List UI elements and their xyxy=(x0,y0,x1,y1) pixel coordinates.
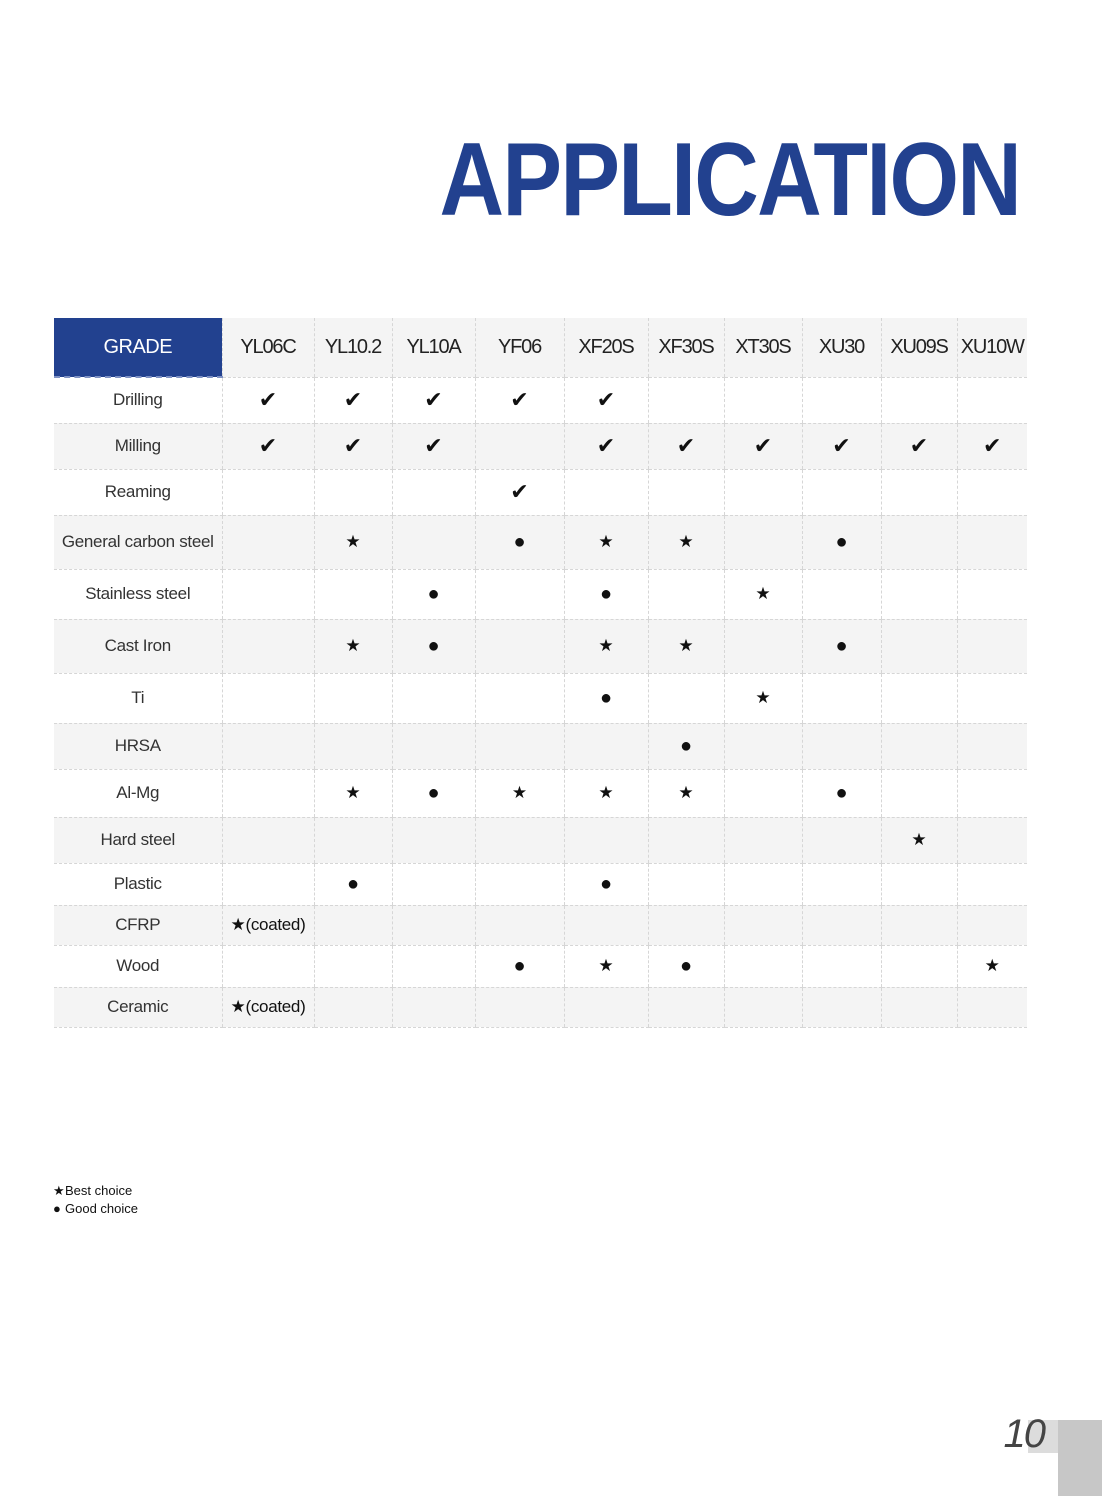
table-row xyxy=(54,905,1027,945)
star-icon: ★ xyxy=(598,783,614,802)
row-label: Reaming xyxy=(54,469,222,515)
legend-best xyxy=(53,1182,138,1200)
table-cell xyxy=(314,723,392,769)
table-cell xyxy=(564,569,648,619)
table-cell xyxy=(314,469,392,515)
table-cell xyxy=(648,945,724,987)
table-cell xyxy=(222,863,314,905)
grade-column-header: YF06 xyxy=(475,318,564,377)
check-icon: ✔ xyxy=(596,387,616,412)
table-cell xyxy=(475,905,564,945)
table-cell xyxy=(724,569,802,619)
grade-column-header: XU10W xyxy=(957,318,1027,377)
table-cell xyxy=(475,515,564,569)
table-cell xyxy=(222,619,314,673)
table-cell xyxy=(475,987,564,1027)
table-cell xyxy=(802,723,881,769)
page-title: APPLICATION xyxy=(439,122,1020,238)
table-cell xyxy=(957,673,1027,723)
dot-icon: ● xyxy=(679,954,693,977)
star-icon: ★ xyxy=(984,956,1000,975)
table-cell xyxy=(392,673,475,723)
table-cell xyxy=(564,945,648,987)
grade-column-header: XF20S xyxy=(564,318,648,377)
table-cell xyxy=(802,905,881,945)
table-row xyxy=(54,817,1027,863)
grade-column-header: XT30S xyxy=(724,318,802,377)
check-icon: ✔ xyxy=(343,433,363,458)
table-cell xyxy=(222,423,314,469)
check-icon: ✔ xyxy=(258,387,278,412)
table-cell xyxy=(957,817,1027,863)
table-row xyxy=(54,769,1027,817)
dot-icon: ● xyxy=(427,582,440,605)
dot-icon: ● xyxy=(835,634,848,657)
table-cell xyxy=(222,569,314,619)
star-icon: ★ xyxy=(755,688,771,707)
table-cell xyxy=(724,863,802,905)
grade-column-header: YL10A xyxy=(392,318,475,377)
table-cell xyxy=(881,817,957,863)
table-cell xyxy=(957,987,1027,1027)
grade-column-header: YL06C xyxy=(222,318,314,377)
dot-icon: ● xyxy=(513,954,526,977)
table-cell xyxy=(564,863,648,905)
dot-icon: ● xyxy=(599,872,613,895)
table-cell xyxy=(564,817,648,863)
table-cell xyxy=(802,769,881,817)
table-cell xyxy=(314,987,392,1027)
legend-good-label: Good choice xyxy=(65,1201,138,1216)
table-cell xyxy=(392,987,475,1027)
dot-icon: ● xyxy=(679,734,693,757)
row-label: Stainless steel xyxy=(54,569,222,619)
table-cell xyxy=(881,469,957,515)
dot-icon: ● xyxy=(427,634,440,657)
table-row xyxy=(54,723,1027,769)
table-cell xyxy=(475,619,564,673)
grade-column-header: XU09S xyxy=(881,318,957,377)
table-cell xyxy=(724,377,802,423)
star-icon: ★ xyxy=(598,532,614,551)
table-cell xyxy=(802,987,881,1027)
check-icon: ✔ xyxy=(596,433,616,458)
table-cell xyxy=(724,423,802,469)
table-row xyxy=(54,377,1027,423)
table-cell xyxy=(957,945,1027,987)
table-cell xyxy=(564,769,648,817)
table-cell xyxy=(564,515,648,569)
star-icon: ★ xyxy=(53,1183,65,1198)
table-cell xyxy=(392,469,475,515)
table-cell xyxy=(475,377,564,423)
page-number: 10 xyxy=(1003,1412,1044,1456)
table-body xyxy=(54,377,1027,1027)
table-cell xyxy=(564,905,648,945)
row-label: Wood xyxy=(54,945,222,987)
star-icon: ★ xyxy=(345,532,361,551)
dot-icon: ● xyxy=(835,530,848,553)
table-cell xyxy=(802,569,881,619)
check-icon: ✔ xyxy=(510,479,529,504)
table-cell xyxy=(648,769,724,817)
table-cell xyxy=(957,377,1027,423)
table-cell xyxy=(222,377,314,423)
dot-icon: ● xyxy=(53,1201,61,1216)
table-cell xyxy=(314,817,392,863)
star-icon: ★ xyxy=(598,956,614,975)
grade-column-header: YL10.2 xyxy=(314,318,392,377)
star-icon: ★ xyxy=(598,636,614,655)
table-cell xyxy=(802,863,881,905)
table-cell xyxy=(724,619,802,673)
star-icon: ★ xyxy=(511,783,528,802)
star-icon: ★ xyxy=(755,584,771,603)
table-cell xyxy=(475,469,564,515)
application-table xyxy=(54,318,1027,1028)
dot-icon: ● xyxy=(427,781,440,804)
table-cell xyxy=(475,817,564,863)
table-cell xyxy=(314,905,392,945)
table-cell xyxy=(724,769,802,817)
table-cell xyxy=(222,987,314,1027)
table-cell xyxy=(475,423,564,469)
table-cell xyxy=(392,723,475,769)
table-cell xyxy=(564,377,648,423)
check-icon: ✔ xyxy=(983,433,1002,458)
table-cell xyxy=(881,905,957,945)
table-cell xyxy=(222,945,314,987)
table-cell xyxy=(392,945,475,987)
star-icon: ★ xyxy=(678,636,694,655)
table-cell xyxy=(222,817,314,863)
table-row xyxy=(54,423,1027,469)
table-cell xyxy=(802,673,881,723)
table-cell xyxy=(881,673,957,723)
table-cell xyxy=(881,515,957,569)
table-cell xyxy=(392,423,475,469)
check-icon: ✔ xyxy=(424,387,443,412)
check-icon: ✔ xyxy=(909,433,929,458)
dot-icon: ● xyxy=(513,530,526,553)
legend-good xyxy=(53,1200,138,1218)
table-cell xyxy=(802,469,881,515)
table-cell xyxy=(881,769,957,817)
table-cell xyxy=(475,569,564,619)
table-cell xyxy=(802,945,881,987)
row-label: Milling xyxy=(54,423,222,469)
table-cell xyxy=(475,945,564,987)
coated-note: ★(coated) xyxy=(230,915,306,934)
table-cell xyxy=(957,515,1027,569)
table-cell xyxy=(564,987,648,1027)
table-cell xyxy=(881,619,957,673)
table-cell xyxy=(881,945,957,987)
table-cell xyxy=(392,515,475,569)
dot-icon: ● xyxy=(599,582,613,605)
table-cell xyxy=(314,515,392,569)
grade-column-header: XF30S xyxy=(648,318,724,377)
table-cell xyxy=(957,905,1027,945)
check-icon: ✔ xyxy=(753,433,773,458)
grade-header: GRADE xyxy=(54,318,222,377)
table-cell xyxy=(724,723,802,769)
table-cell xyxy=(648,377,724,423)
table-cell xyxy=(314,377,392,423)
table-cell xyxy=(957,569,1027,619)
row-label: Al-Mg xyxy=(54,769,222,817)
table-cell xyxy=(314,423,392,469)
table-cell xyxy=(392,817,475,863)
table-cell xyxy=(648,569,724,619)
table-cell xyxy=(314,569,392,619)
table-cell xyxy=(802,515,881,569)
table-cell xyxy=(648,673,724,723)
dot-icon: ● xyxy=(599,686,613,709)
table-cell xyxy=(802,817,881,863)
table-cell xyxy=(564,469,648,515)
table-cell xyxy=(314,673,392,723)
row-label: HRSA xyxy=(54,723,222,769)
table-cell xyxy=(802,423,881,469)
table-cell xyxy=(724,945,802,987)
table-cell xyxy=(957,723,1027,769)
table-row xyxy=(54,863,1027,905)
table-cell xyxy=(564,619,648,673)
table-cell xyxy=(724,987,802,1027)
table-cell xyxy=(881,423,957,469)
table-row xyxy=(54,987,1027,1027)
table-cell xyxy=(222,905,314,945)
legend-best-label: Best choice xyxy=(65,1183,133,1198)
table-cell xyxy=(648,723,724,769)
table-cell xyxy=(392,769,475,817)
table-cell xyxy=(648,619,724,673)
table-cell xyxy=(881,723,957,769)
table-cell xyxy=(724,673,802,723)
table-header-row xyxy=(54,318,1027,377)
table-cell xyxy=(802,377,881,423)
table-cell xyxy=(957,863,1027,905)
check-icon: ✔ xyxy=(832,433,851,458)
table-cell xyxy=(957,769,1027,817)
table-cell xyxy=(222,723,314,769)
table-cell xyxy=(724,469,802,515)
star-icon: ★ xyxy=(678,532,694,551)
table-cell xyxy=(648,423,724,469)
table-cell xyxy=(314,945,392,987)
table-cell xyxy=(392,905,475,945)
row-label: Ti xyxy=(54,673,222,723)
star-icon: ★ xyxy=(345,783,361,802)
coated-note: ★(coated) xyxy=(230,997,306,1016)
star-icon: ★ xyxy=(345,636,361,655)
check-icon: ✔ xyxy=(424,433,443,458)
table-cell xyxy=(648,515,724,569)
check-icon: ✔ xyxy=(258,433,278,458)
check-icon: ✔ xyxy=(676,433,696,458)
table-cell xyxy=(648,905,724,945)
table-cell xyxy=(475,863,564,905)
table-cell xyxy=(314,619,392,673)
table-cell xyxy=(475,673,564,723)
check-icon: ✔ xyxy=(343,387,363,412)
table-cell xyxy=(564,723,648,769)
table-cell xyxy=(392,863,475,905)
table-cell xyxy=(648,987,724,1027)
table-cell xyxy=(881,987,957,1027)
table-row xyxy=(54,619,1027,673)
row-label: Ceramic xyxy=(54,987,222,1027)
table-row xyxy=(54,515,1027,569)
table-row xyxy=(54,569,1027,619)
table-cell xyxy=(881,863,957,905)
table-cell xyxy=(881,377,957,423)
legend xyxy=(53,1182,138,1218)
table-cell xyxy=(392,619,475,673)
table-cell xyxy=(802,619,881,673)
table-cell xyxy=(648,469,724,515)
table-cell xyxy=(564,423,648,469)
table-cell xyxy=(222,515,314,569)
dot-icon: ● xyxy=(835,781,848,804)
table-cell xyxy=(314,863,392,905)
row-label: Cast Iron xyxy=(54,619,222,673)
table-cell xyxy=(881,569,957,619)
row-label: General carbon steel xyxy=(54,515,222,569)
table-cell xyxy=(222,673,314,723)
grade-column-header: XU30 xyxy=(802,318,881,377)
table-cell xyxy=(222,769,314,817)
table-cell xyxy=(392,569,475,619)
table-cell xyxy=(724,817,802,863)
row-label: Plastic xyxy=(54,863,222,905)
table-cell xyxy=(222,469,314,515)
table-cell xyxy=(724,515,802,569)
table-cell xyxy=(564,673,648,723)
row-label: Hard steel xyxy=(54,817,222,863)
table-row xyxy=(54,673,1027,723)
table-cell xyxy=(314,769,392,817)
table-row xyxy=(54,469,1027,515)
table-cell xyxy=(648,817,724,863)
table-cell xyxy=(724,905,802,945)
table-cell xyxy=(475,769,564,817)
table-row xyxy=(54,945,1027,987)
row-label: Drilling xyxy=(54,377,222,423)
page-tab xyxy=(1058,1420,1102,1496)
star-icon: ★ xyxy=(678,783,694,802)
table-cell xyxy=(392,377,475,423)
table-cell xyxy=(648,863,724,905)
table-cell xyxy=(957,619,1027,673)
table-cell xyxy=(957,469,1027,515)
table-cell xyxy=(957,423,1027,469)
row-label: CFRP xyxy=(54,905,222,945)
table-cell xyxy=(475,723,564,769)
star-icon: ★ xyxy=(911,830,927,849)
check-icon: ✔ xyxy=(510,387,529,412)
dot-icon: ● xyxy=(346,872,360,895)
